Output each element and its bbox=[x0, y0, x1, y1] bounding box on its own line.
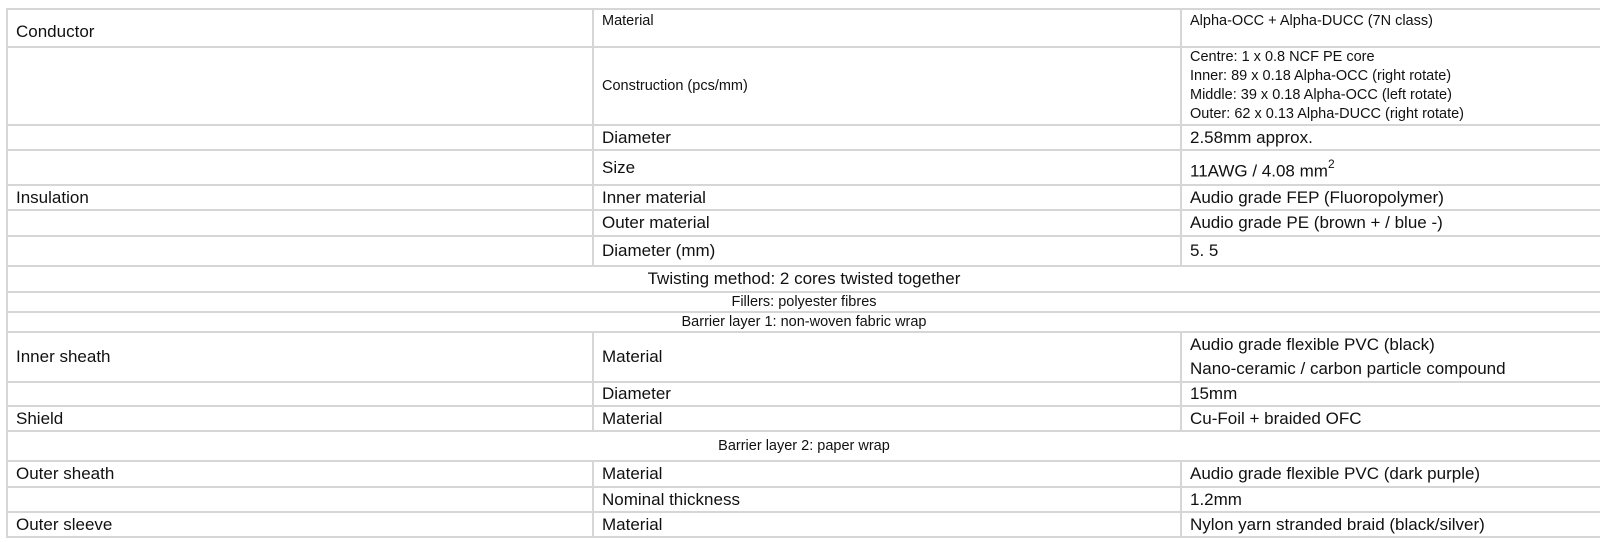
section-cell bbox=[7, 236, 593, 266]
section-cell bbox=[7, 47, 593, 125]
table-row bbox=[7, 47, 1600, 125]
section-cell: Outer sheath bbox=[7, 461, 593, 487]
section-cell: Insulation bbox=[7, 185, 593, 210]
property-cell: Material bbox=[593, 9, 1181, 47]
section-cell bbox=[7, 210, 593, 236]
property-cell: Material bbox=[593, 512, 1181, 537]
value-cell bbox=[1181, 150, 1600, 185]
table-row bbox=[7, 332, 1600, 382]
property-cell: Diameter (mm) bbox=[593, 236, 1181, 266]
property-cell: Nominal thickness bbox=[593, 487, 1181, 512]
table-row bbox=[7, 512, 1600, 537]
table-row bbox=[7, 431, 1600, 461]
property-cell: Material bbox=[593, 461, 1181, 487]
value-cell: 15mm bbox=[1181, 382, 1600, 406]
value-line: Inner: 89 x 0.18 Alpha-OCC (right rotate) bbox=[1190, 68, 1452, 84]
table-row bbox=[7, 382, 1600, 406]
value-cell: 2.58mm approx. bbox=[1181, 125, 1600, 150]
section-cell: Outer sleeve bbox=[7, 512, 593, 537]
value-line: Centre: 1 x 0.8 NCF PE core bbox=[1190, 49, 1375, 65]
section-cell bbox=[7, 125, 593, 150]
property-cell: Inner material bbox=[593, 185, 1181, 210]
value-cell: Audio grade flexible PVC (dark purple) bbox=[1181, 461, 1600, 487]
section-cell: Inner sheath bbox=[7, 332, 593, 382]
cable-spec-table bbox=[6, 8, 1600, 538]
value-cell: Audio grade FEP (Fluoropolymer) bbox=[1181, 185, 1600, 210]
full-width-cell: Fillers: polyester fibres bbox=[7, 292, 1600, 312]
table-row bbox=[7, 312, 1600, 332]
value-cell: Audio grade PE (brown + / blue -) bbox=[1181, 210, 1600, 236]
section-cell: Conductor bbox=[7, 9, 593, 47]
table-row bbox=[7, 9, 1600, 47]
table-row bbox=[7, 406, 1600, 431]
full-width-cell: Barrier layer 1: non-woven fabric wrap bbox=[7, 312, 1600, 332]
section-cell bbox=[7, 487, 593, 512]
property-cell: Outer material bbox=[593, 210, 1181, 236]
value-cell: Nylon yarn stranded braid (black/silver) bbox=[1181, 512, 1600, 537]
property-cell: Diameter bbox=[593, 382, 1181, 406]
value-cell: Cu-Foil + braided OFC bbox=[1181, 406, 1600, 431]
table-row bbox=[7, 185, 1600, 210]
value-text: 11AWG / 4.08 mm bbox=[1190, 161, 1328, 181]
value-line: Audio grade flexible PVC (black) bbox=[1190, 335, 1435, 354]
value-line: Outer: 62 x 0.13 Alpha-DUCC (right rotate) bbox=[1190, 106, 1465, 122]
property-cell: Diameter bbox=[593, 125, 1181, 150]
table-row bbox=[7, 461, 1600, 487]
table-row bbox=[7, 150, 1600, 185]
property-cell: Size bbox=[593, 150, 1181, 185]
value-cell: 5. 5 bbox=[1181, 236, 1600, 266]
section-cell: Shield bbox=[7, 406, 593, 431]
value-line: Middle: 39 x 0.18 Alpha-OCC (left rotate) bbox=[1190, 87, 1452, 103]
table-row bbox=[7, 266, 1600, 292]
table-row bbox=[7, 236, 1600, 266]
superscript: 2 bbox=[1327, 156, 1335, 171]
table-row bbox=[7, 210, 1600, 236]
value-cell bbox=[1181, 332, 1600, 382]
table-row bbox=[7, 125, 1600, 150]
value-cell bbox=[1181, 47, 1600, 125]
property-cell: Material bbox=[593, 332, 1181, 382]
full-width-cell: Barrier layer 2: paper wrap bbox=[7, 431, 1600, 461]
section-cell bbox=[7, 150, 593, 185]
property-cell: Construction (pcs/mm) bbox=[593, 47, 1181, 125]
full-width-cell: Twisting method: 2 cores twisted together bbox=[7, 266, 1600, 292]
value-cell: Alpha-OCC + Alpha-DUCC (7N class) bbox=[1181, 9, 1600, 47]
table-row bbox=[7, 292, 1600, 312]
value-cell: 1.2mm bbox=[1181, 487, 1600, 512]
table-row bbox=[7, 487, 1600, 512]
value-line: Nano-ceramic / carbon particle compound bbox=[1190, 359, 1506, 378]
section-cell bbox=[7, 382, 593, 406]
property-cell: Material bbox=[593, 406, 1181, 431]
